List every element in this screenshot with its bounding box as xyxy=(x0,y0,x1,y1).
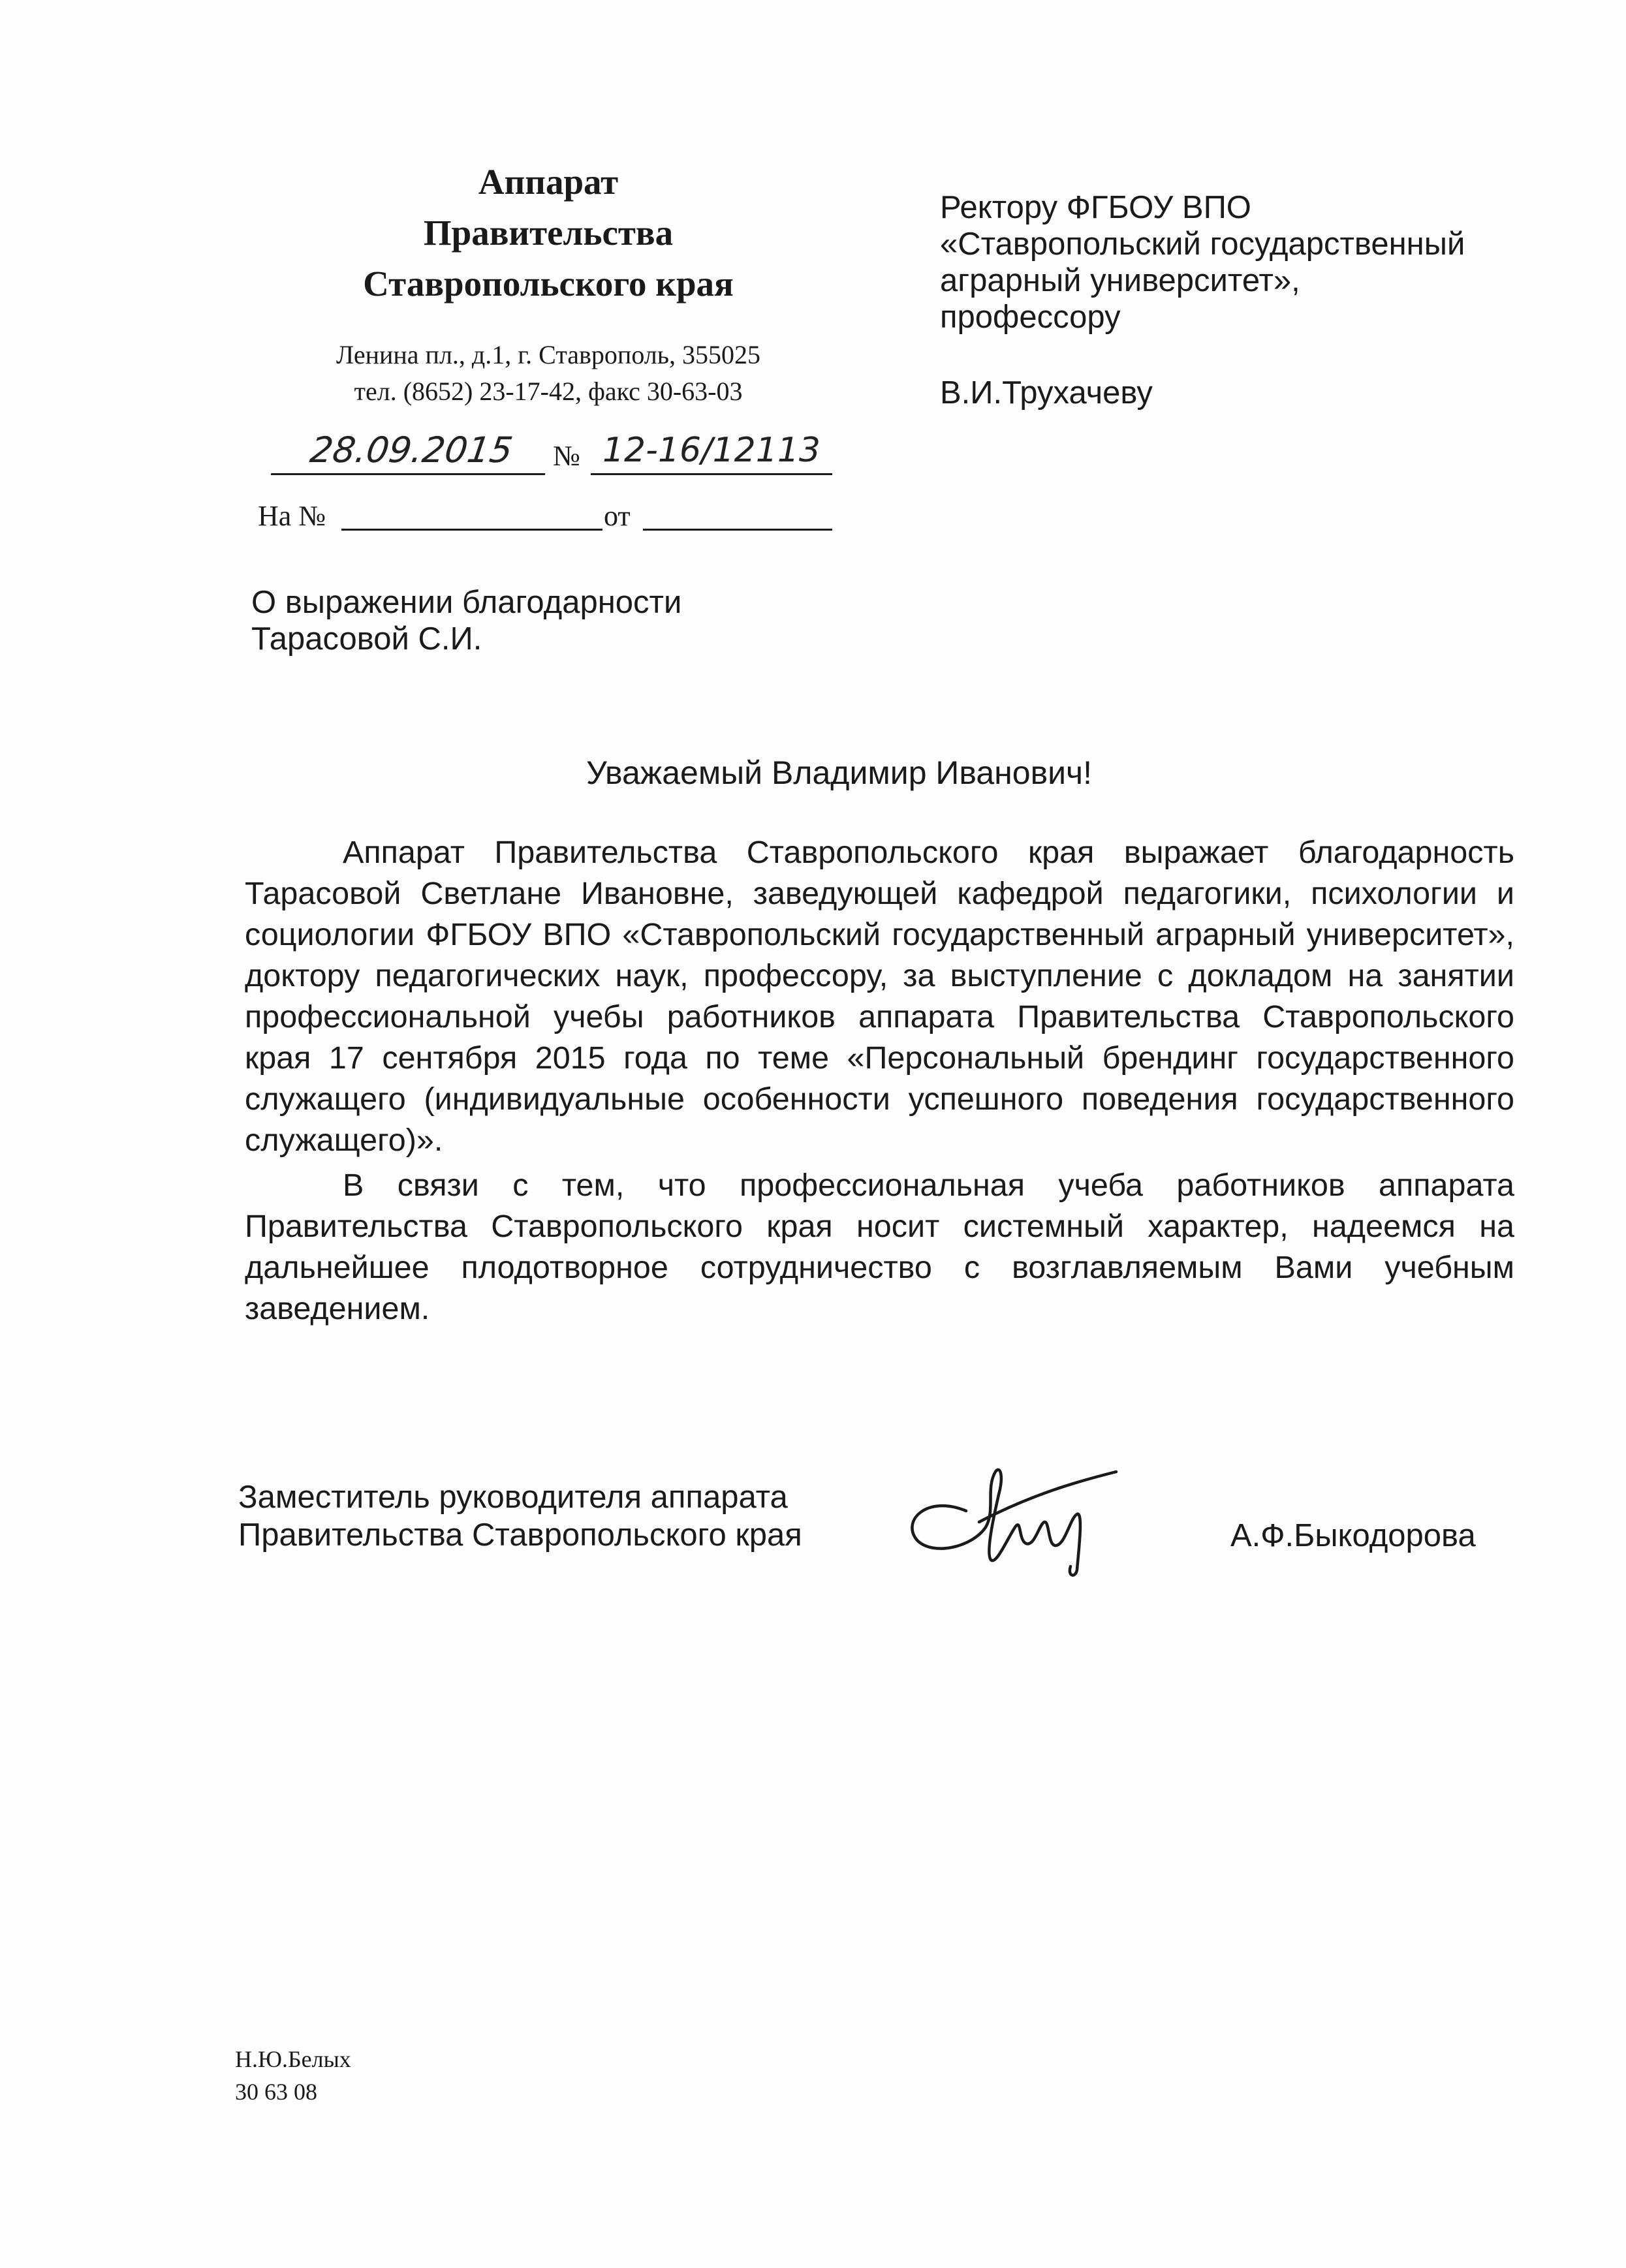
addressee-block xyxy=(940,189,1567,411)
executor-block xyxy=(235,2043,351,2108)
sender-address xyxy=(258,337,839,410)
body-paragraph-1: Аппарат Правительства Ставропольского края выражает благодарность Тарасовой Светлане Ивановне, заведующей кафедрой педагогики, психологии и социологии ФГБОУ ВПО «Ставропольский государственный аграрный университет», доктору педагогических наук, профессору, за выступление с докладом на занятии профессиональной учебы работников аппарата Правительства Ставропольского края 17 сентября 2015 года по теме «Персональный брендинг государственного служащего (индивидуальные особенности успешного поведения государственного служащего)». xyxy=(245,835,1514,1158)
signer-position-line1: Заместитель руководителя аппарата xyxy=(238,1480,788,1515)
registration-date: 28.09.2015 xyxy=(271,427,552,475)
addressee-name: В.И.Трухачеву xyxy=(940,375,1153,411)
reference-number-blank xyxy=(341,489,602,531)
sender-org-line2: Правительства xyxy=(423,213,674,253)
handwritten-signature xyxy=(888,1449,1123,1579)
signer-name: А.Ф.Быкодорова xyxy=(1230,1518,1476,1553)
sender-block xyxy=(258,157,839,410)
signer-position-line2: Правительства Ставропольского края xyxy=(238,1517,802,1553)
addressee-line2: «Ставропольский государственный xyxy=(940,226,1465,262)
signer-position xyxy=(238,1478,891,1554)
salutation: Уважаемый Владимир Иванович! xyxy=(586,754,1092,791)
number-sign: № xyxy=(553,440,580,472)
body-paragraph-2: В связи с тем, что профессиональная учеба работников аппарата Правительства Ставропольского края носит системный характер, надеемся на дальнейшее плодотворное сотрудничество с возглавляемым Вами учебным заведением. xyxy=(245,1168,1514,1326)
subject-line2: Тарасовой С.И. xyxy=(251,621,482,657)
reference-date-blank xyxy=(643,489,832,531)
sender-org-line1: Аппарат xyxy=(478,162,619,202)
executor-phone: 30 63 08 xyxy=(235,2079,317,2105)
sender-address-line2: тел. (8652) 23-17-42, факс 30-63-03 xyxy=(354,377,743,406)
sender-org-line3: Ставропольского края xyxy=(363,264,734,303)
reference-from-label: от xyxy=(604,500,631,532)
sender-address-line1: Ленина пл., д.1, г. Ставрополь, 355025 xyxy=(336,340,761,369)
registration-number: 12-16/12113 xyxy=(591,427,832,475)
addressee-line1: Ректору ФГБОУ ВПО xyxy=(940,190,1251,225)
addressee-line3: аграрный университет», xyxy=(940,263,1300,298)
subject-block xyxy=(251,584,904,657)
letter-body xyxy=(245,832,1514,1333)
subject-line1: О выражении благодарности xyxy=(251,585,682,620)
addressee-line4: профессору xyxy=(940,300,1121,335)
reference-line xyxy=(258,489,832,535)
registration-line xyxy=(258,427,832,480)
reference-prefix: На № xyxy=(258,500,326,532)
executor-name: Н.Ю.Белых xyxy=(235,2046,351,2072)
